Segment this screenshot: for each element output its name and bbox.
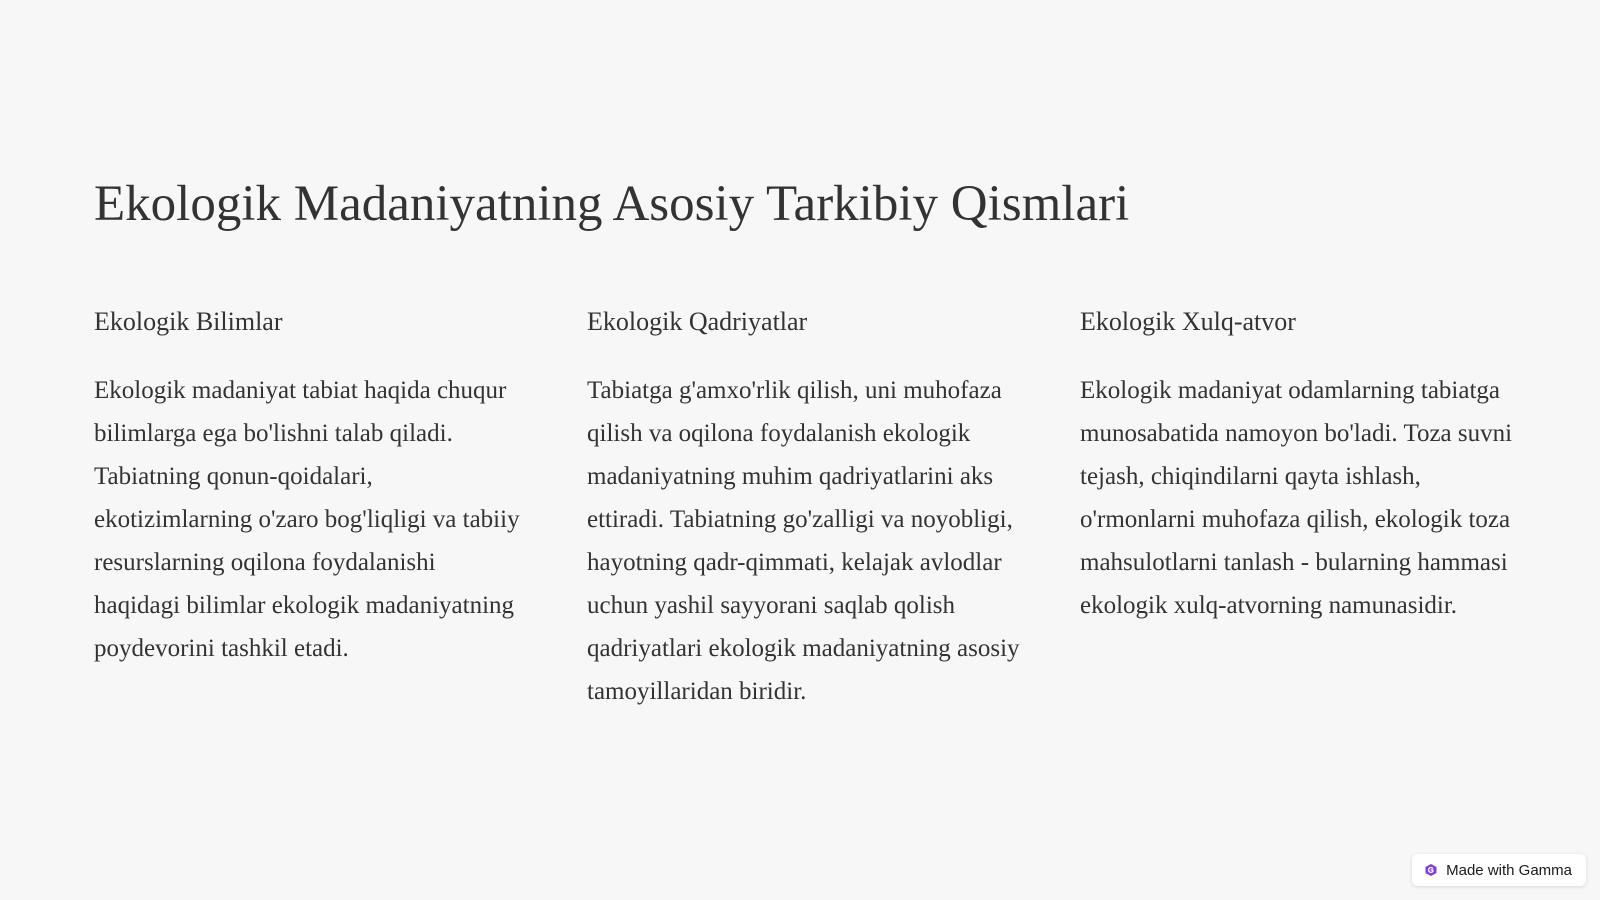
gamma-logo-icon (1424, 863, 1438, 877)
column-body: Ekologik madaniyat tabiat haqida chuqur bilimlarga ega bo'lishni talab qiladi. Tabiatning qonun-qoidalari, ekotizimlarning o'zaro bog'liqligi va tabiiy resurslarning oqilona foydalanishi haqidagi bilimlar ekologik madaniyatning poydevorini tashkil etadi. (94, 377, 520, 662)
column-ecological-values (587, 300, 1020, 713)
made-with-gamma-badge[interactable] (1412, 854, 1586, 886)
column-heading: Ekologik Bilimlar (94, 307, 283, 336)
column-heading: Ekologik Xulq-atvor (1080, 307, 1296, 336)
column-ecological-knowledge (94, 300, 527, 713)
column-ecological-behavior (1080, 300, 1513, 713)
badge-label: Made with Gamma (1446, 861, 1572, 879)
column-body: Tabiatga g'amxo'rlik qilish, uni muhofaza qilish va oqilona foydalanish ekologik madaniyatning muhim qadriyatlarini aks ettiradi. Tabiatning go'zalligi va noyobligi, hayotning qadr-qimmati, kelajak avlodlar uchun yashil sayyorani saqlab qolish qadriyatlari ekologik madaniyatning asosiy tamoyillaridan biridir. (587, 377, 1020, 705)
slide-title: Ekologik Madaniyatning Asosiy Tarkibiy Qismlari (94, 176, 1130, 232)
column-body: Ekologik madaniyat odamlarning tabiatga munosabatida namoyon bo'ladi. Toza suvni tejash, chiqindilarni qayta ishlash, o'rmonlarni muhofaza qilish, ekologik toza mahsulotlarni tanlash - bularning hammasi ekologik xulq-atvorning namunasidir. (1080, 377, 1513, 619)
column-heading: Ekologik Qadriyatlar (587, 307, 808, 336)
columns-row (94, 300, 1514, 713)
